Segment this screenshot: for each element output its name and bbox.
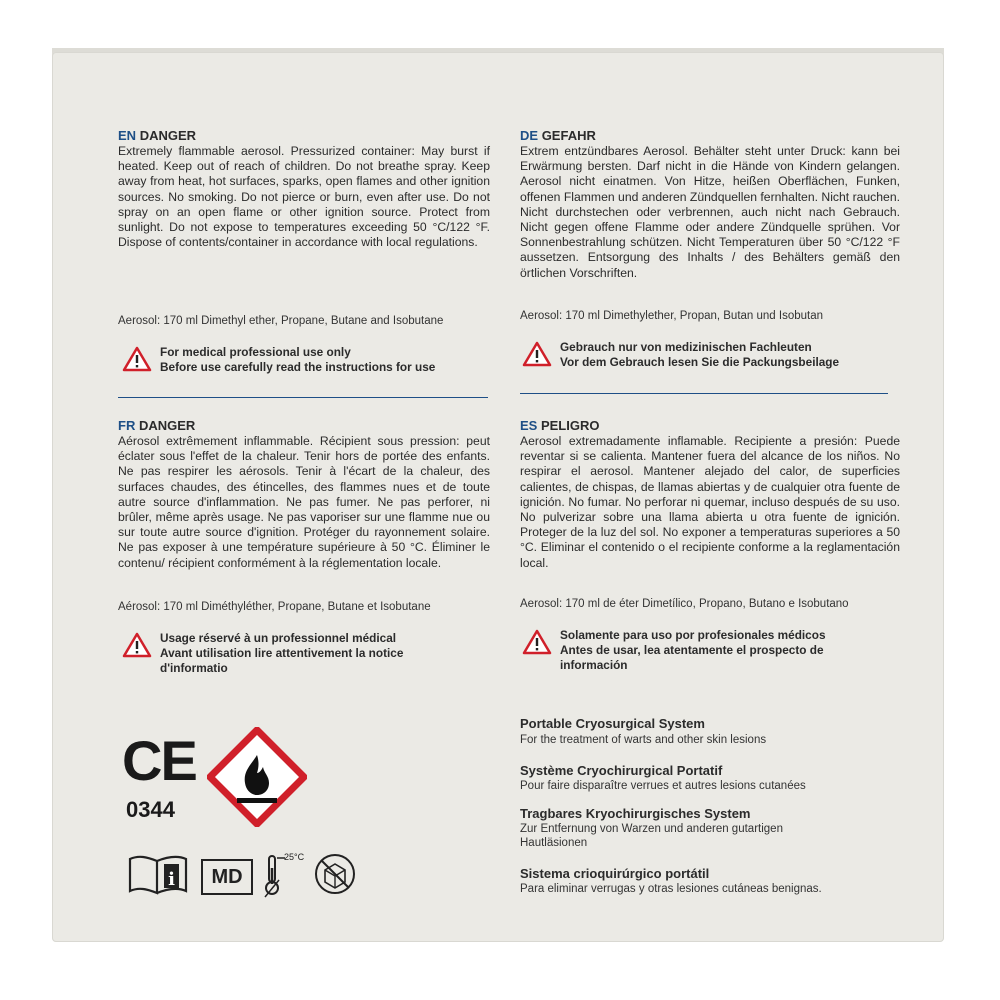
hazard-text-de: Extrem entzündbares Aerosol. Behälter steht unter Druck: kann bei Erwärmung bersten. Darf nicht in die Hände von Kindern gelangen. Aerosol nicht einatmen. Von Hitze, heißen Oberflächen, Funken, offenen Flammen und anderen Zündquellen fernhalten. Nicht rauchen. Nicht durchstechen oder verbrennen, auch nicht nach Gebrauch. Nicht gegen offene Flamme oder andere Zündquelle sprühen. Vor Sonnenbestrahlung schützen. Nicht Temperaturen über 50 °C/122 °F aussetzen. Entsorgung des Inhalts / des Behälters gemäß den örtlichen Vorschriften. — [520, 144, 900, 280]
warning-triangle-icon — [522, 629, 552, 655]
do-not-use-if-damaged-icon — [313, 852, 357, 896]
warning-en — [122, 345, 435, 375]
lang-code-de: DE — [520, 128, 539, 143]
product-title-en: Portable Cryosurgical System — [520, 716, 705, 731]
product-subtitle-fr: Pour faire disparaître verrues et autres lesions cutanées — [520, 780, 806, 792]
product-title-fr: Système Cryochirurgical Portatif — [520, 763, 723, 778]
section-fr — [118, 418, 490, 571]
divider-de — [520, 393, 888, 394]
product-subtitle-es: Para eliminar verrugas y otras lesiones cutáneas benignas. — [520, 883, 822, 895]
warning-line-es-1: Solamente para uso por profesionales médicos — [560, 628, 826, 642]
warning-es — [522, 628, 826, 673]
section-title-en: DANGER — [139, 128, 197, 143]
warning-line-es-3: información — [560, 658, 628, 672]
lang-code-en: EN — [118, 128, 137, 143]
section-title-es: PELIGRO — [540, 418, 600, 433]
section-title-fr: DANGER — [138, 418, 196, 433]
aerosol-composition-es: Aerosol: 170 ml de éter Dimetílico, Propano, Butano e Isobutano — [520, 598, 849, 610]
warning-triangle-icon — [122, 632, 152, 658]
aerosol-composition-fr: Aérosol: 170 ml Diméthyléther, Propane, Butane et Isobutane — [118, 601, 431, 613]
aerosol-composition-en: Aerosol: 170 ml Dimethyl ether, Propane, Butane and Isobutane — [118, 315, 444, 327]
section-title-de: GEFAHR — [541, 128, 596, 143]
flammable-pictogram-icon — [207, 727, 307, 827]
product-title-es: Sistema crioquirúrgico portátil — [520, 866, 710, 881]
temperature-limit-label: 25°C — [284, 852, 305, 862]
product-subtitle-de: Zur Entfernung von Warzen und anderen gutartigen Hautläsionen — [520, 823, 783, 849]
hazard-text-en: Extremely flammable aerosol. Pressurized container: May burst if heated. Keep out of reach of children. Do not breathe spray. Keep away from heat, hot surfaces, sparks, open flames and other ignition sources. No smoking. Do not pierce or burn, even after use. Do not spray on an open flame or other ignition source. Protect from sunlight. Do not expose to temperatures exceeding 50 °C/122 °F. Dispose of contents/container in accordance with local regulations. — [118, 144, 490, 250]
warning-line-de-2: Vor dem Gebrauch lesen Sie die Packungsbeilage — [560, 355, 840, 369]
warning-de — [522, 340, 839, 370]
section-en — [118, 128, 490, 250]
warning-line-en-2: Before use carefully read the instructions for use — [160, 360, 436, 374]
warning-line-de-1: Gebrauch nur von medizinischen Fachleuten — [560, 340, 812, 354]
warning-line-en-1: For medical professional use only — [160, 345, 351, 359]
hazard-text-es: Aerosol extremadamente inflamable. Recipiente a presión: Puede reventar si se calienta. Mantener fuera del alcance de los niños. No respirar el aerosol. Mantener alejado del calor, de superficies calientes, de chispas, de llamas abiertas y de cualquier otra fuente de ignición. No fumar. No perforar ni quemar, incluso después de su uso. No pulverizar sobre una llama abierta u otra fuente de ignición. Proteger de la luz del sol. No exponer a temperaturas superiores a 50 °C. Eliminar el contenido o el recipiente conforme a la reglamentación local. — [520, 434, 900, 570]
warning-fr — [122, 631, 403, 676]
svg-text:i: i — [168, 869, 175, 890]
product-title-de: Tragbares Kryochirurgisches System — [520, 806, 751, 821]
warning-line-fr-2: Avant utilisation lire attentivement la notice — [160, 646, 404, 660]
section-es — [520, 418, 900, 571]
warning-line-fr-3: d'informatio — [160, 661, 228, 675]
hazard-text-fr: Aérosol extrêmement inflammable. Récipient sous pression: peut éclater sous l'effet de la chaleur. Tenir hors de portée des enfants. Ne pas respirer les aérosols. Tenir à l'écart de la chaleur, des surfaces chaudes, des étincelles, des flammes nues et de toute autre source d'inflammation. Ne pas fumer. Ne pas perforer, ni brûler, même après usage. Ne pas vaporiser sur une flamme nue ou sur toute autre source d'ignition. Protéger du rayonnement solaire. Ne pas exposer à une température supérieure à 50 °C. Éliminer le contenu/ récipient conformément à la réglementation locale. — [118, 434, 490, 570]
lang-code-fr: FR — [118, 418, 136, 433]
warning-line-es-2: Antes de usar, lea atentamente el prospecto de — [560, 643, 824, 657]
lang-code-es: ES — [520, 418, 538, 433]
medical-device-symbol: MD — [201, 859, 253, 895]
product-subtitle-en: For the treatment of warts and other skin lesions — [520, 734, 767, 746]
consult-instructions-icon — [127, 855, 189, 897]
ce-mark: CE — [122, 729, 196, 792]
warning-triangle-icon — [522, 341, 552, 367]
warning-triangle-icon — [122, 346, 152, 372]
section-de — [520, 128, 900, 281]
divider-en — [118, 397, 488, 398]
notified-body-number: 0344 — [126, 797, 175, 822]
warning-line-fr-1: Usage réservé à un professionnel médical — [160, 631, 397, 645]
aerosol-composition-de: Aerosol: 170 ml Dimethylether, Propan, Butan und Isobutan — [520, 310, 824, 322]
